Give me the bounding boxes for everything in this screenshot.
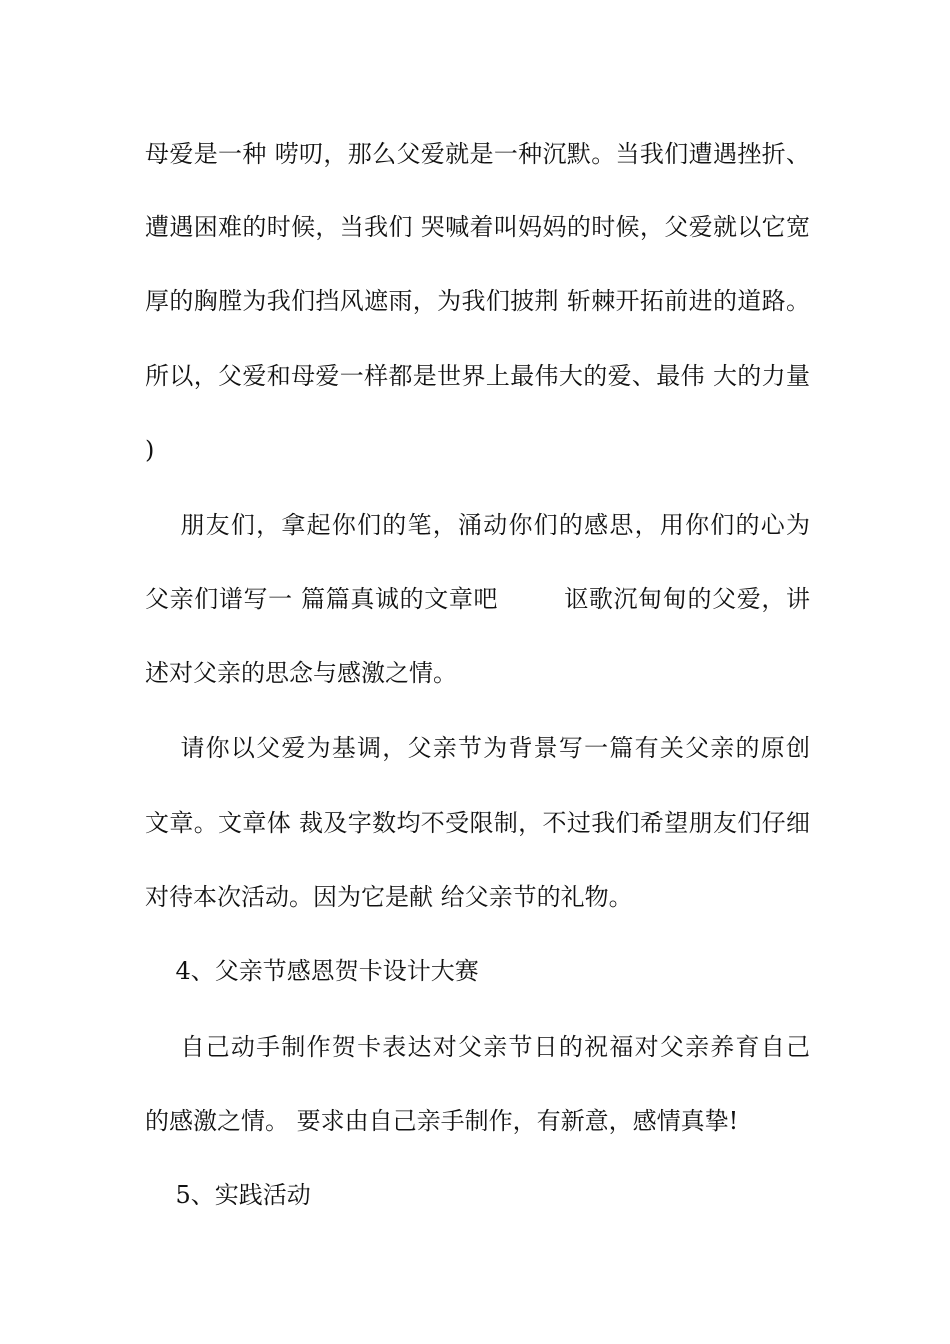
section-heading: 4、父亲节感恩贺卡设计大赛 <box>145 957 479 985</box>
paragraph-line: 父亲们谱写一 篇篇真诚的文章吧 讴歌沉甸甸的父爱，讲 <box>145 585 810 613</box>
paragraph-line: 所以，父爱和母爱一样都是世界上最伟大的爱、最伟 大的力量 <box>145 362 810 390</box>
paragraph-line: 对待本次活动。因为它是献 给父亲节的礼物。 <box>145 883 633 911</box>
paragraph-line: 的感激之情。 要求由自己亲手制作，有新意，感情真挚! <box>145 1107 739 1135</box>
paragraph-line: 文章。文章体 裁及字数均不受限制，不过我们希望朋友们仔细 <box>145 809 810 837</box>
section-heading: 5、实践活动 <box>145 1181 311 1209</box>
paragraph-line: 请你以父爱为基调，父亲节为背景写一篇有关父亲的原创 <box>145 734 810 762</box>
paragraph-line: ) <box>145 436 155 464</box>
paragraph-line: 母爱是一种 唠叨，那么父爱就是一种沉默。当我们遭遇挫折、 <box>145 140 810 168</box>
paragraph-line: 自己动手制作贺卡表达对父亲节日的祝福对父亲养育自己 <box>145 1033 810 1061</box>
paragraph-line: 述对父亲的思念与感激之情。 <box>145 659 457 687</box>
paragraph-line: 厚的胸膛为我们挡风遮雨，为我们披荆 斩棘开拓前进的道路。 <box>145 287 810 315</box>
paragraph-line: 遭遇困难的时候，当我们 哭喊着叫妈妈的时候，父爱就以它宽 <box>145 213 810 241</box>
paragraph-line: 朋友们，拿起你们的笔，涌动你们的感思，用你们的心为 <box>145 511 810 539</box>
